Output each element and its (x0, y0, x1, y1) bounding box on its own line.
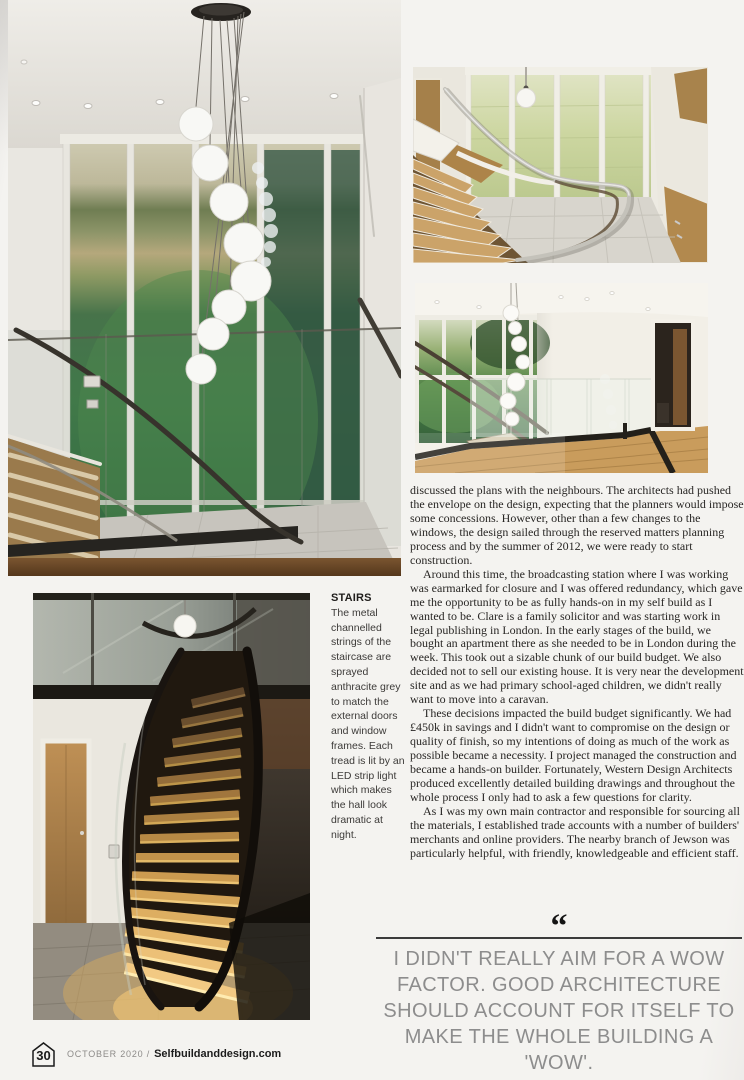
photo-curved-staircase-night (33, 593, 310, 1020)
quote-line: FACTOR. GOOD ARCHITECTURE (396, 974, 722, 996)
page-number: 30 (36, 1048, 51, 1063)
quote-line: MAKE THE WHOLE BUILDING A 'WOW'. (404, 1026, 714, 1074)
quote-rule (376, 908, 742, 945)
footer-site: Selfbuildanddesign.com (154, 1048, 282, 1060)
photo-landing-glass-balustrade (415, 283, 708, 473)
quote-line: SHOULD ACCOUNT FOR ITSELF TO (383, 1000, 735, 1022)
page-number-tag (31, 1041, 56, 1067)
article-body (410, 484, 744, 861)
stairs-caption (331, 591, 409, 843)
photo-hallway-pendant-lights (8, 0, 401, 576)
article-paragraph: Around this time, the broadcasting station where I was working was earmarked for closure and I was offered redundancy, which gave me the opportunity to be as fully hands-on in my self build as I wanted to be. Clare is a family solicitor and was starting work in legal publishing in London. In the early stages of the build, we bought an apartment there as she needed to be in London during the week. This took out a sizable chunk of our build budget. We also decided not to sell our existing house. It is very near the development site and as we had primary school-aged children, we didn't really want to move into a caravan. (410, 566, 744, 707)
quote-line: I DIDN'T REALLY AIM FOR A WOW (393, 948, 725, 970)
footer-issue: OCTOBER 2020 / (67, 1049, 151, 1059)
page-footer (31, 1040, 281, 1068)
light-switch (109, 845, 119, 858)
photo-stairs-from-above (413, 67, 708, 263)
doorway (653, 321, 693, 429)
staircase-night-graphic (33, 593, 310, 1020)
stairs-above-graphic (413, 67, 708, 263)
caption-title: STAIRS (331, 592, 372, 604)
article-paragraph: These decisions impacted the build budget significantly. We had £450k in savings and I didn't want to compromise on the design or quality of finish, so my intentions of doing as much of the work as possible became a necessity. I project managed the construction and became a hands-on builder. Fortunately, Western Design Architects produced excellently detailed building drawings and throughout the whole process I only had to ask a few questions for clarity. (410, 706, 737, 804)
hallway-photo-graphic (8, 0, 401, 576)
quote-text (376, 946, 742, 1076)
article-paragraph: discussed the plans with the neighbours. The architects had pushed the envelope on the design, expecting that the planners would impose some concessions. However, other than a few changes to the windows, the design sailed through the reserved matters planning process and by the summer of 2012, we were ready to start construction. (410, 483, 744, 567)
pull-quote (376, 908, 742, 1076)
article-paragraph: As I was my own main contractor and responsible for sourcing all the materials, I established trade accounts with a number of builders' merchants and online providers. The nearby branch of Jewson was particularly helpful, with friendly, knowledgeable and efficient staff. (410, 803, 740, 860)
quote-mark-icon: “ (550, 908, 568, 945)
caption-body: The metal channelled strings of the staircase are sprayed anthracite grey to match the external doors and window frames. Each tread is lit by an LED strip light which makes the hall look dramatic at night. (331, 606, 405, 841)
door-handle (80, 831, 84, 835)
wooden-door (673, 67, 708, 125)
landing-graphic (415, 283, 708, 473)
